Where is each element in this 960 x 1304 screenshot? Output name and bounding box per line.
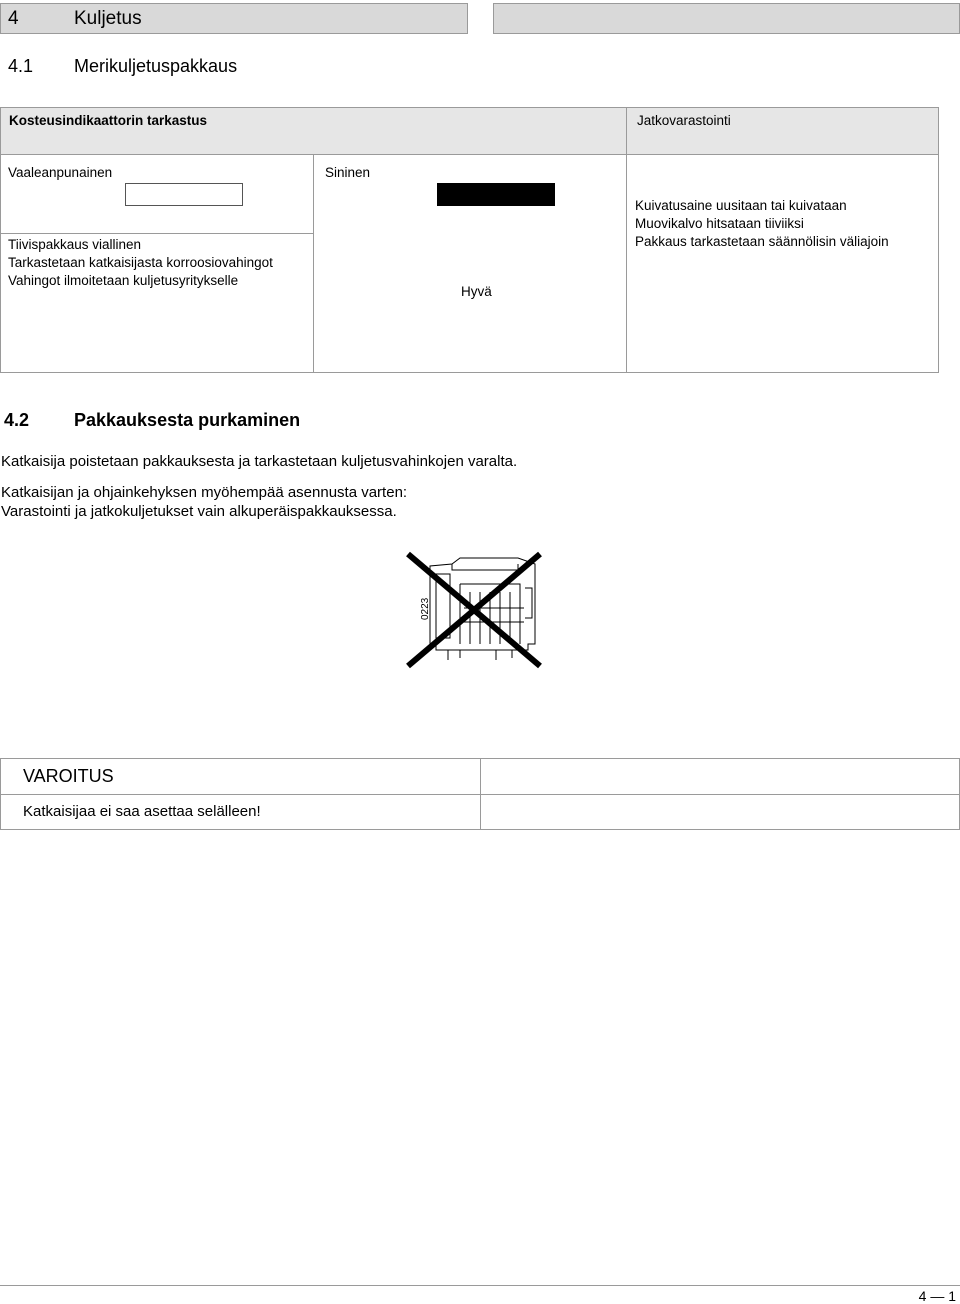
storage-line-3: Pakkaus tarkastetaan säännölisin väliajoin xyxy=(635,234,889,249)
chapter-title: Kuljetus xyxy=(74,8,142,29)
chapter-number: 4 xyxy=(8,8,19,29)
section-title: Merikuljetuspakkaus xyxy=(74,56,238,76)
warning-text-cell xyxy=(0,794,481,830)
figure-label: 0223 xyxy=(420,597,431,620)
storage-line-1: Kuivatusaine uusitaan tai kuivataan xyxy=(635,198,847,213)
pink-line-1: Tiivispakkaus viallinen xyxy=(8,237,142,252)
pink-swatch xyxy=(125,183,243,206)
table-header-left xyxy=(0,107,627,155)
page-number: 4 — 1 xyxy=(918,1288,956,1304)
section-number: 4.2 xyxy=(4,410,30,430)
warning-empty-cell xyxy=(480,758,960,795)
blue-result: Hyvä xyxy=(461,284,492,299)
warning-empty-cell xyxy=(480,794,960,830)
pink-line-3: Vahingot ilmoitetaan kuljetusyritykselle xyxy=(8,273,239,288)
cell-divider xyxy=(1,233,313,234)
blue-label: Sininen xyxy=(325,165,371,180)
paragraph-1: Katkaisija poistetaan pakkauksesta ja tarkastetaan kuljetusvahinkojen varalta. xyxy=(1,453,518,470)
storage-line-2: Muovikalvo hitsataan tiiviiksi xyxy=(635,216,804,231)
blue-swatch xyxy=(437,183,555,206)
warning-text: Katkaisijaa ei saa asettaa selälleen! xyxy=(23,803,261,820)
paragraph-2-line-2: Varastointi ja jatkokuljetukset vain alkuperäispakkauksessa. xyxy=(1,503,397,520)
breaker-figure xyxy=(400,548,550,670)
warning-title-cell xyxy=(0,758,481,795)
chapter-header-bar xyxy=(0,3,468,34)
pink-label: Vaaleanpunainen xyxy=(8,165,113,180)
section-number: 4.1 xyxy=(8,56,34,76)
table-header-left-label: Kosteusindikaattorin tarkastus xyxy=(9,113,208,128)
footer-rule xyxy=(0,1285,960,1286)
table-header-right xyxy=(626,107,939,155)
storage-cell xyxy=(626,154,939,373)
blue-cell xyxy=(313,154,627,373)
table-header-right-label: Jatkovarastointi xyxy=(637,113,731,128)
warning-title: VAROITUS xyxy=(23,766,114,786)
pink-cell xyxy=(0,154,314,373)
chapter-header-bar-right xyxy=(493,3,960,34)
section-title: Pakkauksesta purkaminen xyxy=(74,410,301,430)
paragraph-2-line-1: Katkaisijan ja ohjainkehyksen myöhempää asennusta varten: xyxy=(1,484,408,501)
pink-line-2: Tarkastetaan katkaisijasta korroosiovahingot xyxy=(8,255,273,270)
